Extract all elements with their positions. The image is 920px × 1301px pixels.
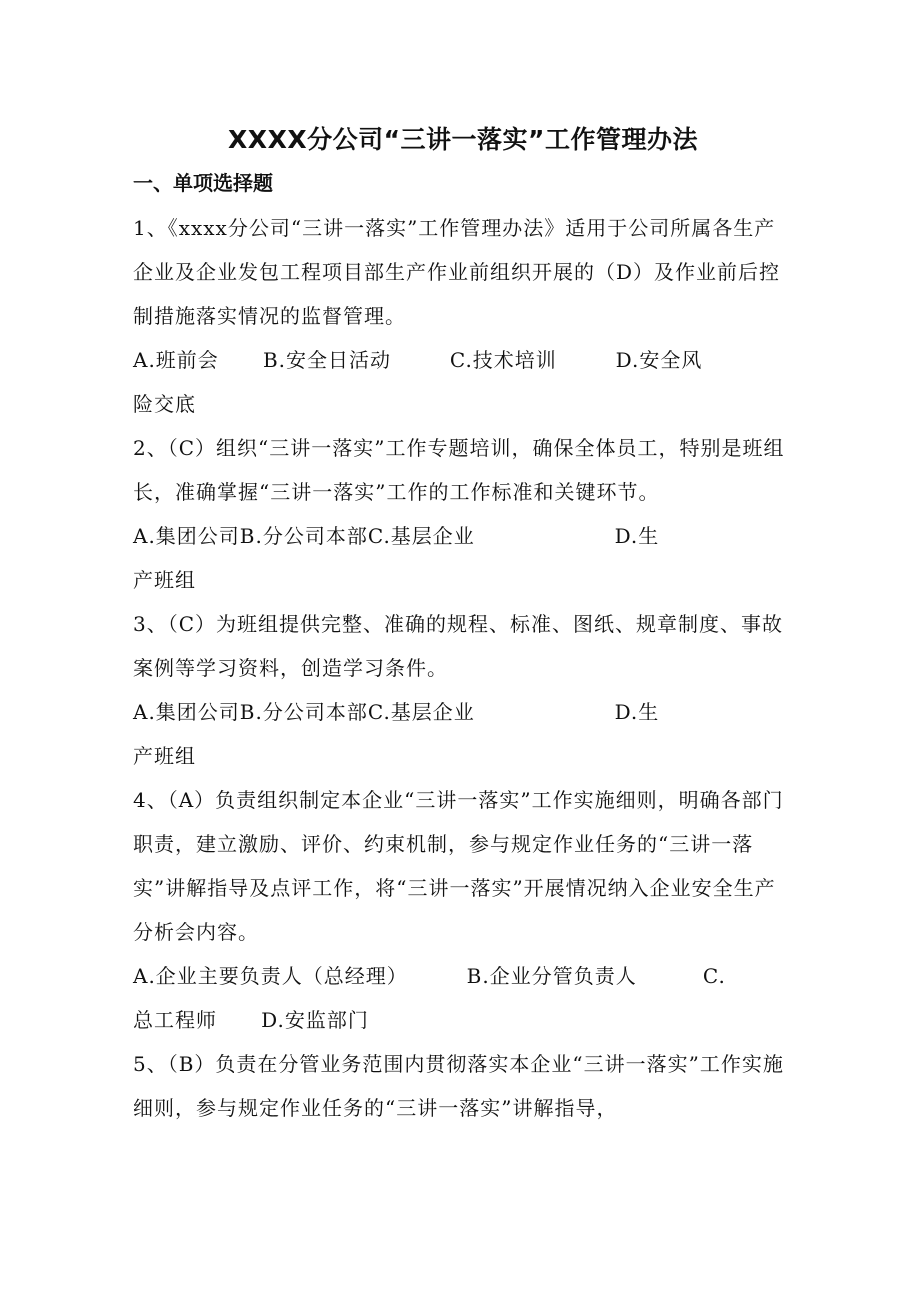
question-options bbox=[133, 514, 793, 558]
document-page bbox=[133, 118, 793, 1130]
question-options bbox=[133, 690, 793, 734]
question-options bbox=[133, 338, 793, 382]
options-line: 产班组 bbox=[133, 568, 196, 592]
question-3 bbox=[133, 602, 793, 778]
question-5 bbox=[133, 1042, 793, 1130]
question-text: 3、（C）为班组提供完整、准确的规程、标准、图纸、规章制度、事故案例等学习资料，创造学习条件。 bbox=[133, 612, 784, 680]
question-4 bbox=[133, 778, 793, 1042]
options-line: 总工程师 D.安监部门 bbox=[133, 1008, 369, 1032]
options-line: A.班前会 B.安全日活动 C.技术培训 D.安全风 bbox=[133, 348, 703, 372]
question-options bbox=[133, 954, 793, 998]
question-2 bbox=[133, 426, 793, 602]
question-text: 5、（B）负责在分管业务范围内贯彻落实本企业“三讲一落实”工作实施细则，参与规定作业任务的“三讲一落实”讲解指导， bbox=[133, 1052, 784, 1120]
question-options-continued bbox=[133, 558, 793, 602]
question-text: 4、（A）负责组织制定本企业“三讲一落实”工作实施细则，明确各部门职责，建立激励、评价、约束机制，参与规定作业任务的“三讲一落实”讲解指导及点评工作，将“三讲一落实”开展情况纳入企业安全生产分析会内容。 bbox=[133, 788, 784, 944]
question-options-continued bbox=[133, 998, 793, 1042]
options-line: A.企业主要负责人（总经理） B.企业分管负责人 C. bbox=[133, 964, 726, 988]
options-line: A.集团公司B.分公司本部C.基层企业 D.生 bbox=[133, 700, 660, 724]
question-text: 2、（C）组织“三讲一落实”工作专题培训，确保全体员工，特别是班组长，准确掌握“三讲一落实”工作的工作标准和关键环节。 bbox=[133, 436, 785, 504]
options-line: 险交底 bbox=[133, 392, 196, 416]
question-options-continued bbox=[133, 382, 793, 426]
question-1 bbox=[133, 206, 793, 426]
question-options-continued bbox=[133, 734, 793, 778]
options-line: A.集团公司B.分公司本部C.基层企业 D.生 bbox=[133, 524, 660, 548]
document-title: XXXX分公司“三讲一落实”工作管理办法 bbox=[228, 125, 698, 154]
options-line: 产班组 bbox=[133, 744, 196, 768]
section-heading: 一、单项选择题 bbox=[133, 171, 273, 195]
question-text: 1、《xxxx分公司“三讲一落实”工作管理办法》适用于公司所属各生产企业及企业发包工程项目部生产作业前组织开展的（D）及作业前后控制措施落实情况的监督管理。 bbox=[133, 216, 781, 328]
